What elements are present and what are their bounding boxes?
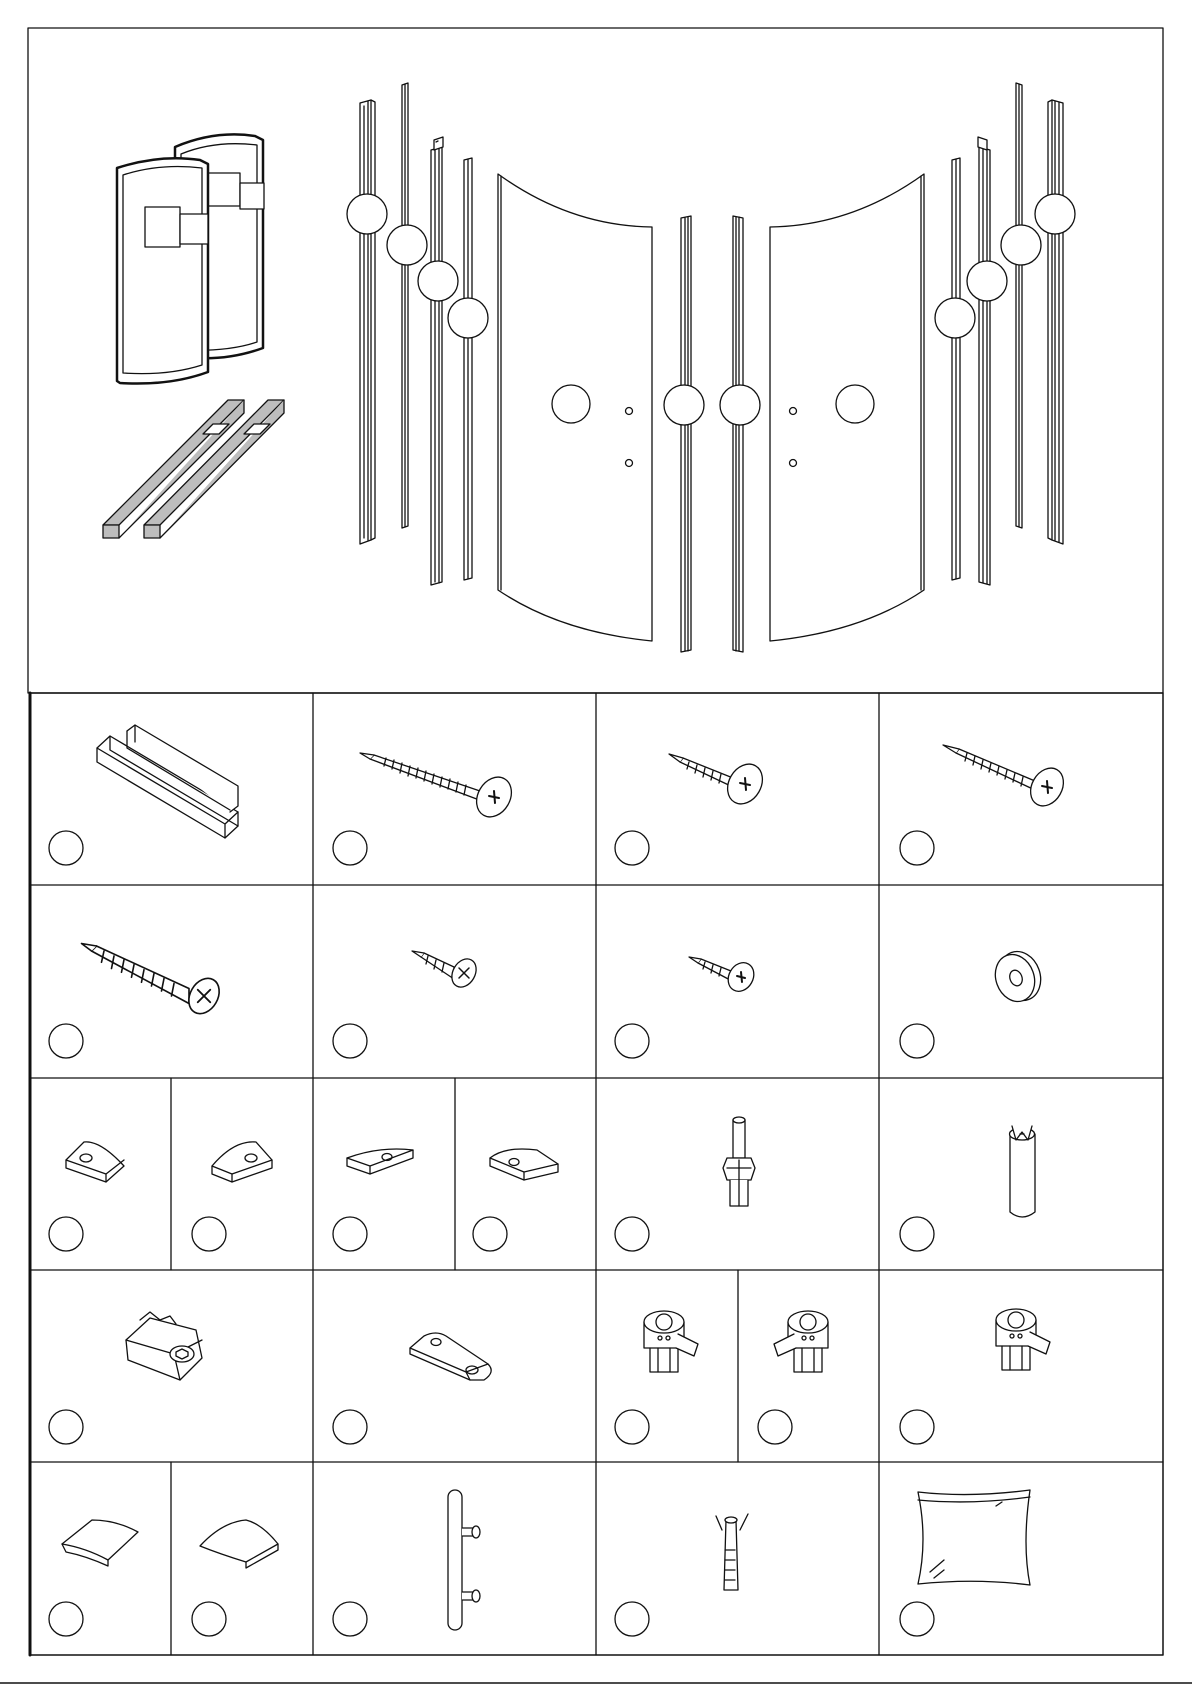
part-callout	[49, 831, 83, 865]
end-cap-left	[49, 1520, 138, 1636]
wall-profile-right-thin	[952, 158, 960, 580]
part-callout	[333, 1024, 367, 1058]
part-callout	[836, 385, 874, 423]
part-callout	[758, 1410, 792, 1444]
wall-profile-right-inner	[1016, 83, 1022, 528]
part-callout	[967, 261, 1007, 301]
part-callout	[900, 1217, 934, 1251]
part-callout	[615, 1217, 649, 1251]
part-callout	[900, 1024, 934, 1058]
link-plate	[333, 1333, 491, 1444]
part-callout	[418, 261, 458, 301]
part-callout	[900, 1602, 934, 1636]
part-callout	[347, 194, 387, 234]
wall-profile-right-slide-rail	[978, 137, 990, 585]
roller-left	[615, 1311, 698, 1444]
half-round-plate-left	[333, 1149, 413, 1251]
part-callout	[49, 1024, 83, 1058]
wall-plug	[615, 1514, 748, 1636]
hex-bolt-adapter	[615, 1117, 755, 1251]
wall-profile-left-outer	[360, 100, 375, 544]
part-callout	[615, 1024, 649, 1058]
part-callout	[720, 385, 760, 425]
roller-right	[758, 1311, 828, 1444]
part-callout	[900, 831, 934, 865]
curved-door-panel-left	[498, 174, 652, 641]
rounded-plate-right	[192, 1142, 272, 1251]
half-round-plate-right	[473, 1149, 558, 1251]
cylinder-spacer	[900, 1126, 1035, 1251]
part-callout	[900, 1410, 934, 1444]
part-callout	[49, 1217, 83, 1251]
part-callout	[473, 1217, 507, 1251]
washer	[900, 946, 1047, 1058]
part-callout	[615, 831, 649, 865]
part-callout	[935, 298, 975, 338]
part-callout	[1001, 225, 1041, 265]
profile-connector	[49, 725, 238, 865]
medium-panhead-screw	[900, 745, 1070, 865]
wall-profile-left-thin	[464, 158, 472, 580]
door-edge-profile-left	[681, 216, 691, 652]
short-panhead-screw	[615, 754, 769, 865]
part-callout	[192, 1602, 226, 1636]
part-callout	[615, 1602, 649, 1636]
end-cap-right	[192, 1520, 278, 1636]
part-callout	[49, 1602, 83, 1636]
part-callout	[448, 298, 488, 338]
long-panhead-screw	[333, 753, 518, 865]
wall-profile-right-outer	[1048, 100, 1063, 544]
part-callout	[387, 225, 427, 265]
short-countersunk-screw	[333, 951, 481, 1058]
curved-fixed-panels	[117, 134, 264, 383]
part-callout	[1035, 194, 1075, 234]
sealant-bag	[900, 1490, 1030, 1636]
small-panhead-screw	[615, 957, 759, 1058]
door-edge-profile-right	[733, 216, 743, 652]
part-callout	[192, 1217, 226, 1251]
part-callout	[615, 1410, 649, 1444]
rounded-plate-left	[49, 1142, 124, 1251]
curved-door-panel-right	[770, 174, 924, 641]
part-callout	[49, 1410, 83, 1444]
roller-single	[900, 1309, 1050, 1444]
part-callout	[333, 1217, 367, 1251]
part-callout	[333, 1602, 367, 1636]
long-countersunk-screw	[49, 944, 225, 1059]
part-callout	[333, 1410, 367, 1444]
part-callout	[664, 385, 704, 425]
door-handle	[333, 1490, 480, 1636]
base-support-bars	[103, 400, 284, 538]
wall-profile-left-slide-rail	[431, 137, 443, 585]
hinge-bracket	[49, 1312, 202, 1444]
part-callout	[552, 385, 590, 423]
part-callout	[333, 831, 367, 865]
wall-profile-left-inner	[402, 83, 408, 528]
